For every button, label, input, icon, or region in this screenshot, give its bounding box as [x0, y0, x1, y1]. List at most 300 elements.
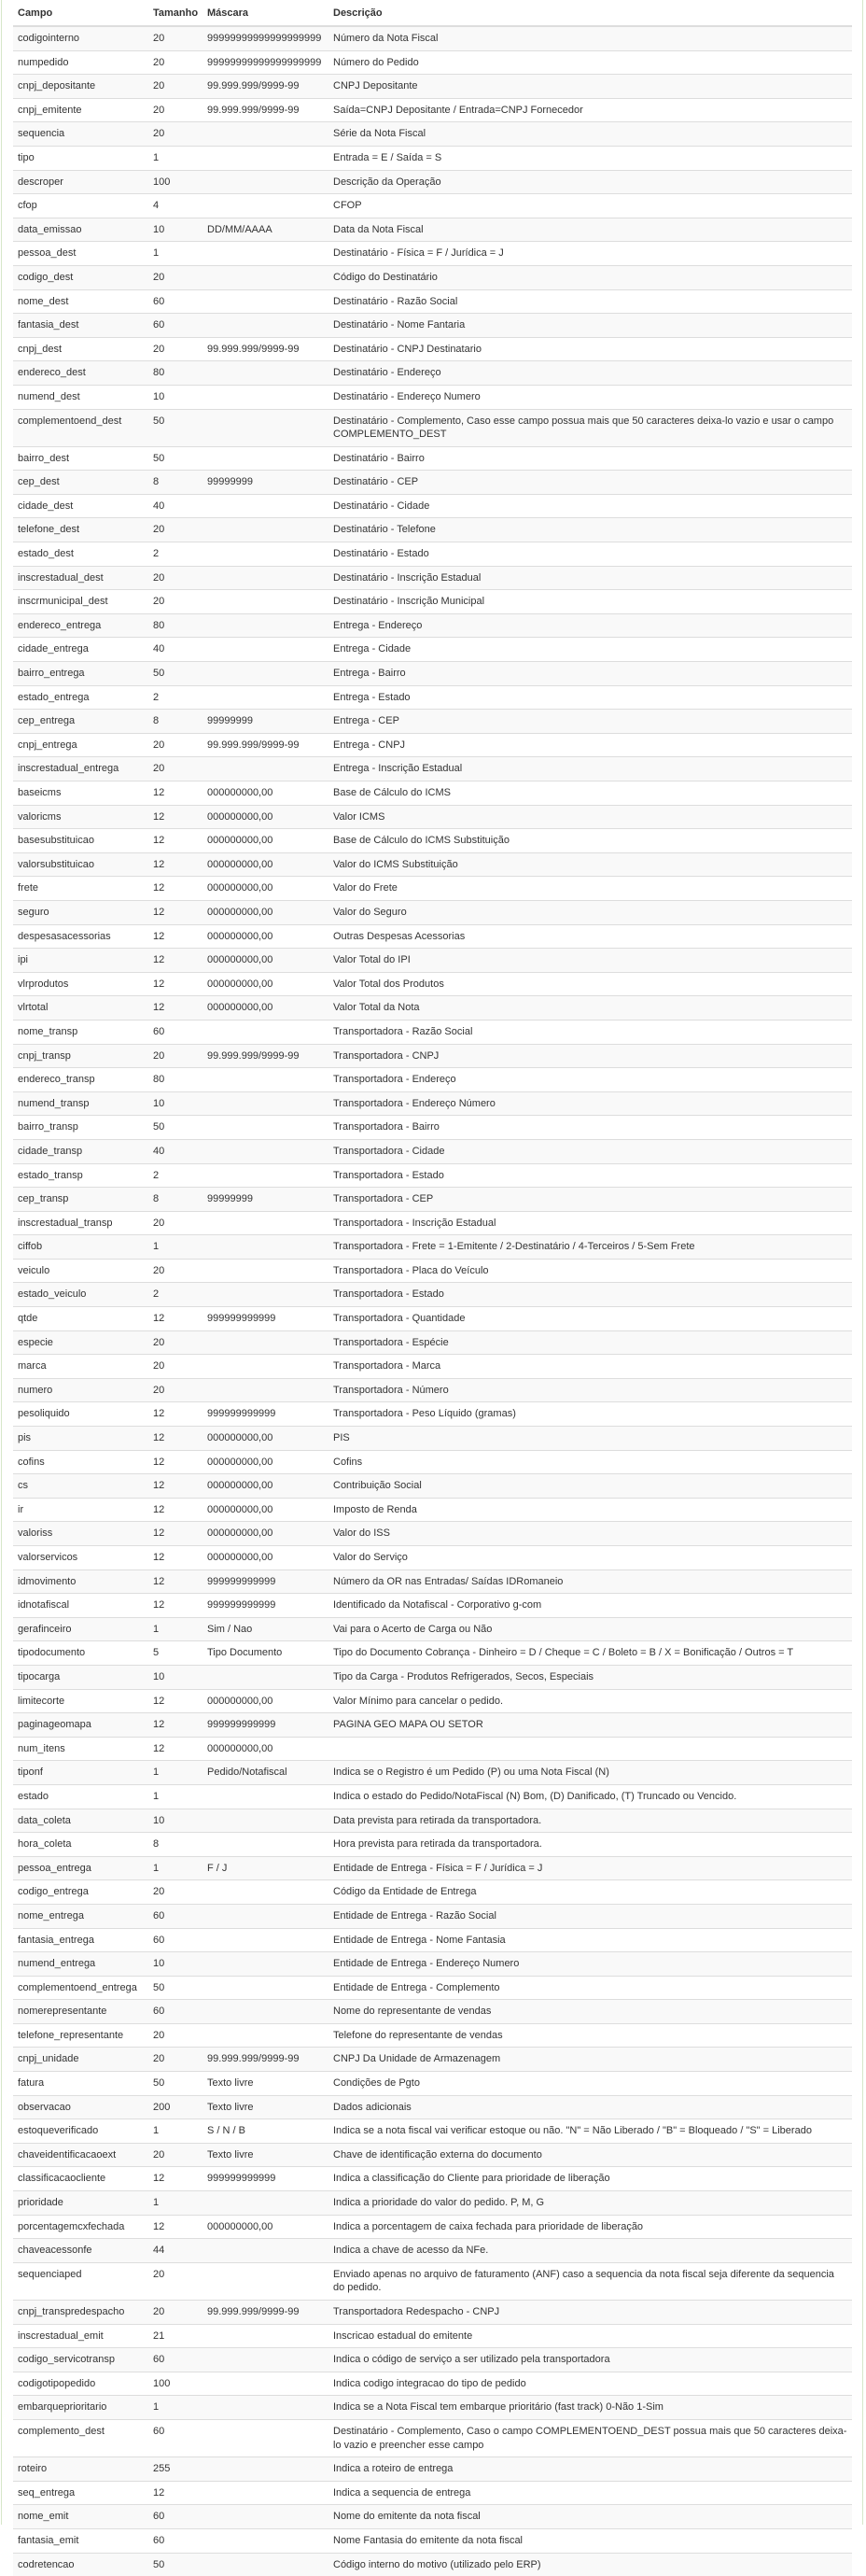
cell-campo: valorservicos: [13, 1546, 148, 1570]
cell-descricao: Indica a classificação do Cliente para prioridade de liberação: [328, 2167, 852, 2191]
cell-descricao: Valor Total do IPI: [328, 949, 852, 973]
cell-mascara: [203, 542, 328, 567]
table-row: [13, 1427, 852, 1451]
cell-tamanho: 20: [148, 757, 203, 781]
cell-mascara: 000000000,00: [203, 949, 328, 973]
cell-descricao: Transportadora - Razão Social: [328, 1020, 852, 1044]
table-row: [13, 2396, 852, 2420]
cell-mascara: [203, 638, 328, 662]
table-row: [13, 1450, 852, 1474]
cell-campo: fatura: [13, 2072, 148, 2096]
cell-campo: inscrmunicipal_dest: [13, 590, 148, 614]
cell-tamanho: 50: [148, 446, 203, 471]
cell-tamanho: 12: [148, 1713, 203, 1738]
cell-mascara: 000000000,00: [203, 972, 328, 996]
cell-campo: bairro_transp: [13, 1116, 148, 1140]
cell-descricao: Destinatário - Cidade: [328, 494, 852, 518]
cell-tamanho: 20: [148, 26, 203, 50]
table-row: [13, 2000, 852, 2024]
cell-tamanho: 50: [148, 2553, 203, 2576]
cell-descricao: Valor Total dos Produtos: [328, 972, 852, 996]
cell-mascara: 000000000,00: [203, 1450, 328, 1474]
cell-descricao: Imposto de Renda: [328, 1498, 852, 1522]
cell-mascara: 999999999999: [203, 1594, 328, 1618]
cell-campo: fantasia_emit: [13, 2528, 148, 2553]
table-row: [13, 733, 852, 757]
cell-descricao: Indica codigo integracao do tipo de pedido: [328, 2372, 852, 2396]
cell-mascara: 000000000,00: [203, 1546, 328, 1570]
table-row: [13, 2262, 852, 2300]
cell-descricao: Valor Mínimo para cancelar o pedido.: [328, 1689, 852, 1713]
cell-descricao: Transportadora - Número: [328, 1378, 852, 1402]
cell-mascara: 000000000,00: [203, 781, 328, 806]
cell-tamanho: 20: [148, 1378, 203, 1402]
cell-descricao: Entidade de Entrega - Razão Social: [328, 1904, 852, 1928]
cell-tamanho: 12: [148, 949, 203, 973]
cell-descricao: Destinatário - Física = F / Jurídica = J: [328, 242, 852, 266]
cell-campo: numero: [13, 1378, 148, 1402]
cell-campo: fantasia_entrega: [13, 1928, 148, 1952]
cell-descricao: Tipo da Carga - Produtos Refrigerados, Secos, Especiais: [328, 1665, 852, 1689]
table-row: [13, 289, 852, 314]
cell-mascara: [203, 1139, 328, 1163]
cell-tamanho: 40: [148, 1139, 203, 1163]
table-row: [13, 2119, 852, 2144]
cell-descricao: Transportadora - Peso Líquido (gramas): [328, 1402, 852, 1427]
cell-mascara: [203, 494, 328, 518]
table-row: [13, 26, 852, 50]
cell-tamanho: 60: [148, 2000, 203, 2024]
cell-descricao: CNPJ Da Unidade de Armazenagem: [328, 2048, 852, 2072]
cell-tamanho: 12: [148, 1450, 203, 1474]
cell-descricao: Entidade de Entrega - Física = F / Jurídica = J: [328, 1856, 852, 1880]
cell-tamanho: 12: [148, 1570, 203, 1594]
cell-tamanho: 2: [148, 542, 203, 567]
cell-mascara: Texto livre: [203, 2095, 328, 2119]
cell-campo: ciffob: [13, 1235, 148, 1260]
cell-campo: bairro_dest: [13, 446, 148, 471]
cell-campo: observacao: [13, 2095, 148, 2119]
cell-mascara: [203, 170, 328, 194]
cell-mascara: [203, 446, 328, 471]
cell-mascara: 99.999.999/9999-99: [203, 733, 328, 757]
table-row: [13, 1761, 852, 1785]
table-row: [13, 1259, 852, 1283]
cell-campo: codigo_servicotransp: [13, 2348, 148, 2372]
cell-tamanho: 12: [148, 1474, 203, 1499]
cell-campo: idmovimento: [13, 1570, 148, 1594]
cell-campo: sequencia: [13, 122, 148, 147]
cell-tamanho: 1: [148, 1856, 203, 1880]
table-row: [13, 1856, 852, 1880]
cell-tamanho: 10: [148, 1809, 203, 1833]
cell-mascara: 000000000,00: [203, 1427, 328, 1451]
cell-mascara: F / J: [203, 1856, 328, 1880]
cell-mascara: [203, 1809, 328, 1833]
cell-campo: estado_transp: [13, 1163, 148, 1188]
table-row: [13, 1546, 852, 1570]
cell-descricao: Indica o código de serviço a ser utilizado pela transportadora: [328, 2348, 852, 2372]
table-row: [13, 949, 852, 973]
cell-mascara: [203, 1378, 328, 1402]
table-row: [13, 1307, 852, 1331]
cell-descricao: Indica a sequencia de entrega: [328, 2481, 852, 2505]
cell-descricao: Valor do Frete: [328, 877, 852, 901]
cell-mascara: [203, 1283, 328, 1307]
cell-descricao: Destinatário - Inscrição Municipal: [328, 590, 852, 614]
cell-descricao: Destinatário - CNPJ Destinatario: [328, 337, 852, 361]
cell-mascara: [203, 385, 328, 409]
cell-campo: valoricms: [13, 805, 148, 829]
cell-campo: codigo_entrega: [13, 1880, 148, 1905]
cell-descricao: Condições de Pgto: [328, 2072, 852, 2096]
cell-campo: tipocarga: [13, 1665, 148, 1689]
cell-mascara: [203, 1116, 328, 1140]
table-row: [13, 194, 852, 218]
table-row: [13, 218, 852, 242]
cell-mascara: [203, 1665, 328, 1689]
cell-campo: nome_emit: [13, 2505, 148, 2529]
cell-tamanho: 12: [148, 1498, 203, 1522]
cell-campo: cidade_dest: [13, 494, 148, 518]
cell-tamanho: 8: [148, 1188, 203, 1212]
cell-descricao: Vai para o Acerto de Carga ou Não: [328, 1617, 852, 1641]
cell-campo: pessoa_entrega: [13, 1856, 148, 1880]
cell-descricao: Destinatário - Complemento, Caso esse campo possua mais que 50 caracteres deixa-lo vazio e usar o campo COMPLEMENTO_DEST: [328, 409, 852, 446]
cell-campo: cnpj_unidade: [13, 2048, 148, 2072]
cell-descricao: Transportadora - Espécie: [328, 1330, 852, 1355]
cell-mascara: [203, 2396, 328, 2420]
cell-tamanho: 1: [148, 1235, 203, 1260]
cell-descricao: Código interno do motivo (utilizado pelo ERP): [328, 2553, 852, 2576]
cell-campo: limitecorte: [13, 1689, 148, 1713]
cell-tamanho: 60: [148, 1020, 203, 1044]
table-row: [13, 1713, 852, 1738]
cell-tamanho: 10: [148, 218, 203, 242]
cell-campo: veiculo: [13, 1259, 148, 1283]
cell-campo: inscrestadual_entrega: [13, 757, 148, 781]
cell-campo: pesoliquido: [13, 1402, 148, 1427]
cell-campo: numend_transp: [13, 1091, 148, 1116]
cell-mascara: 99999999: [203, 710, 328, 734]
cell-campo: cfop: [13, 194, 148, 218]
cell-mascara: 000000000,00: [203, 852, 328, 877]
cell-campo: codigointerno: [13, 26, 148, 50]
cell-descricao: Saída=CNPJ Depositante / Entrada=CNPJ Fornecedor: [328, 98, 852, 122]
table-row: [13, 877, 852, 901]
cell-tamanho: 60: [148, 2528, 203, 2553]
cell-mascara: 99.999.999/9999-99: [203, 2301, 328, 2325]
cell-tamanho: 12: [148, 1594, 203, 1618]
cell-campo: cep_entrega: [13, 710, 148, 734]
cell-mascara: [203, 2528, 328, 2553]
cell-campo: marca: [13, 1355, 148, 1379]
cell-tamanho: 40: [148, 494, 203, 518]
cell-descricao: [328, 1737, 852, 1761]
cell-campo: cnpj_entrega: [13, 733, 148, 757]
cell-tamanho: 1: [148, 2396, 203, 2420]
cell-campo: cnpj_transp: [13, 1044, 148, 1068]
cell-campo: cnpj_depositante: [13, 75, 148, 99]
cell-mascara: Texto livre: [203, 2072, 328, 2096]
cell-campo: cep_dest: [13, 471, 148, 495]
cell-mascara: Texto livre: [203, 2143, 328, 2167]
cell-campo: seguro: [13, 900, 148, 924]
table-row: [13, 1594, 852, 1618]
cell-tamanho: 60: [148, 2419, 203, 2456]
cell-mascara: 000000000,00: [203, 996, 328, 1021]
cell-tamanho: 12: [148, 829, 203, 853]
cell-descricao: Nome Fantasia do emitente da nota fiscal: [328, 2528, 852, 2553]
cell-mascara: DD/MM/AAAA: [203, 218, 328, 242]
cell-campo: numend_entrega: [13, 1952, 148, 1977]
table-row: [13, 2023, 852, 2048]
cell-mascara: [203, 2023, 328, 2048]
cell-descricao: Número do Pedido: [328, 50, 852, 75]
table-row: [13, 170, 852, 194]
cell-mascara: [203, 1904, 328, 1928]
cell-tamanho: 20: [148, 518, 203, 542]
table-row: [13, 409, 852, 446]
cell-mascara: 000000000,00: [203, 877, 328, 901]
cell-mascara: [203, 1355, 328, 1379]
cell-descricao: Entidade de Entrega - Nome Fantasia: [328, 1928, 852, 1952]
cell-tamanho: 60: [148, 2348, 203, 2372]
cell-descricao: Valor do Serviço: [328, 1546, 852, 1570]
cell-campo: data_coleta: [13, 1809, 148, 1833]
cell-descricao: Enviado apenas no arquivo de faturamento (ANF) caso a sequencia da nota fiscal seja diferente da sequencia do pedido.: [328, 2262, 852, 2300]
cell-mascara: 000000000,00: [203, 1737, 328, 1761]
cell-descricao: Indica o estado do Pedido/NotaFiscal (N) Bom, (D) Danificado, (T) Truncado ou Vencido.: [328, 1784, 852, 1809]
table-row: [13, 314, 852, 338]
cell-mascara: [203, 2419, 328, 2456]
cell-tamanho: 12: [148, 1522, 203, 1546]
cell-campo: nome_dest: [13, 289, 148, 314]
cell-tamanho: 10: [148, 1091, 203, 1116]
cell-descricao: Valor do ICMS Substituição: [328, 852, 852, 877]
cell-descricao: Transportadora - CNPJ: [328, 1044, 852, 1068]
cell-campo: paginageomapa: [13, 1713, 148, 1738]
cell-descricao: Entrega - CNPJ: [328, 733, 852, 757]
cell-tamanho: 1: [148, 242, 203, 266]
cell-campo: chaveacessonfe: [13, 2239, 148, 2263]
cell-mascara: [203, 566, 328, 590]
cell-descricao: PIS: [328, 1427, 852, 1451]
cell-descricao: Cofins: [328, 1450, 852, 1474]
table-row: [13, 613, 852, 638]
cell-campo: porcentagemcxfechada: [13, 2215, 148, 2239]
cell-tamanho: 20: [148, 1259, 203, 1283]
cell-mascara: [203, 1211, 328, 1235]
table-row: [13, 1522, 852, 1546]
cell-tamanho: 20: [148, 98, 203, 122]
table-row: [13, 385, 852, 409]
cell-mascara: [203, 1068, 328, 1092]
cell-descricao: Dados adicionais: [328, 2095, 852, 2119]
cell-tamanho: 50: [148, 1116, 203, 1140]
table-row: [13, 566, 852, 590]
cell-mascara: 999999999999: [203, 1307, 328, 1331]
cell-mascara: [203, 662, 328, 686]
cell-descricao: Valor Total da Nota: [328, 996, 852, 1021]
cell-mascara: [203, 2324, 328, 2348]
cell-campo: hora_coleta: [13, 1833, 148, 1857]
cell-tamanho: 20: [148, 1211, 203, 1235]
table-row: [13, 829, 852, 853]
cell-tamanho: 20: [148, 1330, 203, 1355]
cell-descricao: Nome do emitente da nota fiscal: [328, 2505, 852, 2529]
cell-mascara: [203, 1091, 328, 1116]
cell-tamanho: 21: [148, 2324, 203, 2348]
table-row: [13, 1498, 852, 1522]
table-row: [13, 542, 852, 567]
cell-tamanho: 20: [148, 1044, 203, 1068]
cell-mascara: [203, 757, 328, 781]
cell-tamanho: 50: [148, 662, 203, 686]
table-row: [13, 900, 852, 924]
cell-descricao: Entidade de Entrega - Endereço Numero: [328, 1952, 852, 1977]
cell-descricao: Transportadora - Estado: [328, 1163, 852, 1188]
cell-descricao: Número da OR nas Entradas/ Saídas IDRomaneio: [328, 1570, 852, 1594]
cell-tamanho: 80: [148, 613, 203, 638]
table-row: [13, 337, 852, 361]
cell-campo: inscrestadual_emit: [13, 2324, 148, 2348]
cell-descricao: Indica a prioridade do valor do pedido. P, M, G: [328, 2191, 852, 2216]
cell-campo: frete: [13, 877, 148, 901]
cell-mascara: Sim / Nao: [203, 1617, 328, 1641]
cell-mascara: [203, 613, 328, 638]
cell-tamanho: 50: [148, 1976, 203, 2000]
header-mascara: Máscara: [203, 0, 328, 26]
cell-descricao: Data da Nota Fiscal: [328, 218, 852, 242]
cell-mascara: [203, 2457, 328, 2482]
cell-campo: especie: [13, 1330, 148, 1355]
cell-descricao: Transportadora - Bairro: [328, 1116, 852, 1140]
cell-tamanho: 60: [148, 2505, 203, 2529]
table-row: [13, 518, 852, 542]
cell-mascara: 000000000,00: [203, 805, 328, 829]
table-row: [13, 2072, 852, 2096]
cell-tamanho: 2: [148, 1283, 203, 1307]
table-row: [13, 924, 852, 949]
cell-descricao: Destinatário - Endereço Numero: [328, 385, 852, 409]
cell-mascara: [203, 2372, 328, 2396]
cell-mascara: S / N / B: [203, 2119, 328, 2144]
cell-tamanho: 255: [148, 2457, 203, 2482]
table-row: [13, 494, 852, 518]
cell-tamanho: 2: [148, 1163, 203, 1188]
cell-mascara: [203, 1330, 328, 1355]
table-row: [13, 361, 852, 386]
cell-descricao: Contribuição Social: [328, 1474, 852, 1499]
cell-mascara: [203, 122, 328, 147]
cell-campo: codretencao: [13, 2553, 148, 2576]
table-row: [13, 1665, 852, 1689]
cell-tamanho: 8: [148, 1833, 203, 1857]
table-row: [13, 2481, 852, 2505]
cell-tamanho: 12: [148, 972, 203, 996]
cell-mascara: [203, 2481, 328, 2505]
cell-descricao: Nome do representante de vendas: [328, 2000, 852, 2024]
cell-tamanho: 60: [148, 289, 203, 314]
cell-campo: prioridade: [13, 2191, 148, 2216]
cell-tamanho: 12: [148, 852, 203, 877]
cell-tamanho: 2: [148, 685, 203, 710]
cell-descricao: Destinatário - Razão Social: [328, 289, 852, 314]
table-row: [13, 972, 852, 996]
cell-tamanho: 12: [148, 1402, 203, 1427]
cell-tamanho: 12: [148, 924, 203, 949]
cell-descricao: Entrega - Bairro: [328, 662, 852, 686]
table-row: [13, 2048, 852, 2072]
cell-tamanho: 20: [148, 566, 203, 590]
cell-campo: seq_entrega: [13, 2481, 148, 2505]
cell-campo: endereco_entrega: [13, 613, 148, 638]
cell-campo: pessoa_dest: [13, 242, 148, 266]
cell-campo: bairro_entrega: [13, 662, 148, 686]
cell-mascara: 99.999.999/9999-99: [203, 2048, 328, 2072]
table-row: [13, 1163, 852, 1188]
cell-mascara: [203, 2348, 328, 2372]
cell-descricao: Valor ICMS: [328, 805, 852, 829]
table-row: [13, 1044, 852, 1068]
cell-mascara: 99.999.999/9999-99: [203, 337, 328, 361]
cell-descricao: Transportadora - Endereço: [328, 1068, 852, 1092]
cell-mascara: 000000000,00: [203, 924, 328, 949]
cell-tamanho: 20: [148, 2023, 203, 2048]
cell-campo: endereco_dest: [13, 361, 148, 386]
table-row: [13, 1880, 852, 1905]
table-row: [13, 638, 852, 662]
cell-mascara: [203, 2553, 328, 2576]
cell-campo: vlrprodutos: [13, 972, 148, 996]
table-row: [13, 2372, 852, 2396]
cell-mascara: [203, 1833, 328, 1857]
table-row: [13, 1904, 852, 1928]
table-row: [13, 1188, 852, 1212]
cell-tamanho: 8: [148, 710, 203, 734]
cell-campo: complemento_dest: [13, 2419, 148, 2456]
cell-campo: codigo_dest: [13, 265, 148, 289]
cell-mascara: 99999999999999999999: [203, 26, 328, 50]
cell-tamanho: 12: [148, 781, 203, 806]
cell-tamanho: 60: [148, 1904, 203, 1928]
table-row: [13, 98, 852, 122]
cell-campo: vlrtotal: [13, 996, 148, 1021]
cell-campo: valoriss: [13, 1522, 148, 1546]
cell-mascara: 99.999.999/9999-99: [203, 1044, 328, 1068]
cell-campo: qtde: [13, 1307, 148, 1331]
cell-mascara: [203, 1952, 328, 1977]
table-row: [13, 242, 852, 266]
cell-descricao: Indica a roteiro de entrega: [328, 2457, 852, 2482]
cell-tamanho: 20: [148, 2143, 203, 2167]
cell-campo: cnpj_emitente: [13, 98, 148, 122]
table-row: [13, 2167, 852, 2191]
cell-tamanho: 80: [148, 361, 203, 386]
cell-mascara: 999999999999: [203, 1570, 328, 1594]
table-row: [13, 805, 852, 829]
cell-campo: cidade_transp: [13, 1139, 148, 1163]
cell-campo: nome_transp: [13, 1020, 148, 1044]
table-row: [13, 1355, 852, 1379]
cell-descricao: Transportadora - Marca: [328, 1355, 852, 1379]
cell-tamanho: 20: [148, 337, 203, 361]
cell-campo: ipi: [13, 949, 148, 973]
cell-campo: inscrestadual_transp: [13, 1211, 148, 1235]
cell-campo: complementoend_dest: [13, 409, 148, 446]
table-row: [13, 1689, 852, 1713]
